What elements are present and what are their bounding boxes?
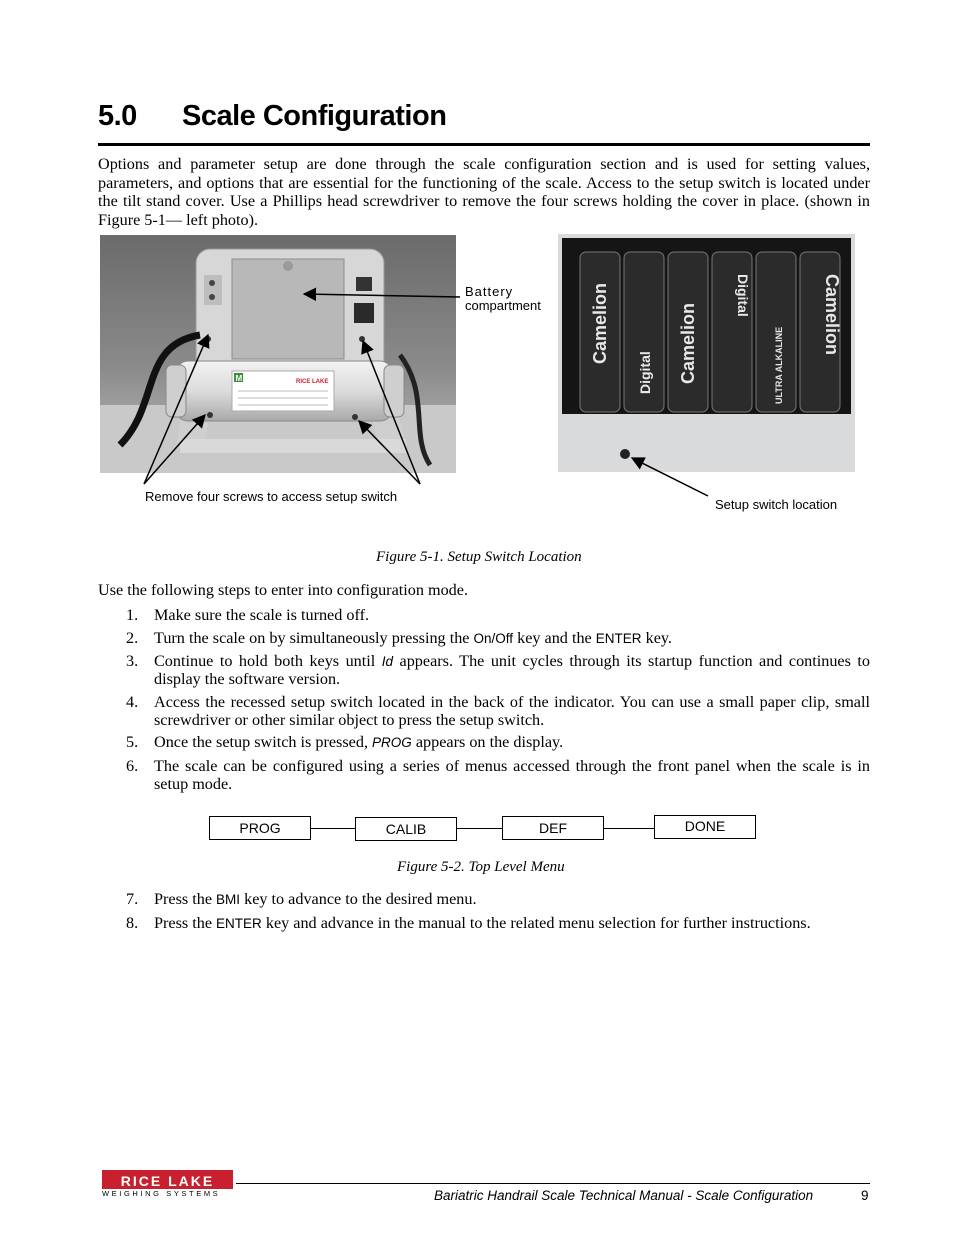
battery-compartment-label bbox=[465, 285, 541, 313]
footer-title: Bariatric Handrail Scale Technical Manual - Scale Configuration bbox=[434, 1188, 814, 1203]
screws-label: Remove four screws to access setup switch bbox=[145, 489, 398, 504]
battery-brand-1: Camelion bbox=[590, 282, 610, 364]
step-text: Continue to hold both keys until Id appears. The unit cycles through its startup function and continues to display the software version. bbox=[154, 652, 870, 688]
display-prog: PROG bbox=[372, 735, 412, 750]
step-number: 4. bbox=[126, 693, 139, 711]
step-text: Press the ENTER key and advance in the manual to the related menu selection for further instructions. bbox=[154, 914, 811, 932]
menu-connector bbox=[310, 828, 356, 829]
step-text: Access the recessed setup switch located in the back of the indicator. You can use a small paper clip, small screwdriver or other similar object to press the setup switch. bbox=[154, 693, 870, 729]
battery-digital-1: Digital bbox=[637, 351, 653, 394]
footer-rule bbox=[236, 1183, 870, 1184]
step-number: 3. bbox=[126, 652, 139, 670]
menu-box-prog: PROG bbox=[209, 816, 311, 840]
menu-box-done: DONE bbox=[654, 815, 756, 839]
page-number: 9 bbox=[861, 1188, 869, 1203]
display-id: Id bbox=[381, 654, 394, 669]
step-number: 7. bbox=[126, 890, 139, 908]
battery-brand-2: Camelion bbox=[678, 302, 698, 384]
figure1-arrows bbox=[0, 0, 954, 560]
logo-wordmark: RICE LAKE bbox=[102, 1170, 233, 1189]
step-text: Once the setup switch is pressed, PROG appears on the display. bbox=[154, 733, 564, 751]
menu-box-def: DEF bbox=[502, 816, 604, 840]
battery-ultra: ULTRA ALKALINE bbox=[774, 326, 784, 404]
photo-label-tag: M bbox=[235, 374, 243, 383]
section-number: 5.0 bbox=[98, 100, 137, 132]
step-number: 2. bbox=[126, 629, 139, 647]
photo-logo-text: RICE LAKE bbox=[296, 379, 329, 385]
step-text: Turn the scale on by simultaneously pressing the On/Off key and the ENTER key. bbox=[154, 629, 672, 647]
figure2-caption: Figure 5-2. Top Level Menu bbox=[397, 859, 565, 875]
step-text: The scale can be configured using a series of menus accessed through the front panel when the scale is in setup mode. bbox=[154, 757, 870, 793]
figure1-caption: Figure 5-1. Setup Switch Location bbox=[376, 549, 582, 565]
steps-intro: Use the following steps to enter into configuration mode. bbox=[98, 581, 468, 599]
menu-connector bbox=[603, 828, 654, 829]
section-title: Scale Configuration bbox=[182, 100, 447, 132]
step-number: 5. bbox=[126, 733, 139, 751]
battery-brand-3: Camelion bbox=[822, 274, 842, 356]
intro-paragraph: Options and parameter setup are done through the scale configuration section and is used for setting values, parameters, and options that are essential for the functioning of the scale. Access to the setup switch is located under the tilt stand cover. Use a Phillips head screwdriver to remove the four screws holding the cover in place. (shown in Figure 5-1— left photo). bbox=[98, 155, 870, 229]
battery-label-line2: compartment bbox=[465, 298, 541, 313]
setup-switch-label: Setup switch location bbox=[715, 497, 838, 512]
step-text: Make sure the scale is turned off. bbox=[154, 606, 370, 624]
step-number: 6. bbox=[126, 757, 139, 775]
key-enter: ENTER bbox=[216, 916, 262, 931]
menu-connector bbox=[456, 828, 502, 829]
key-on-off: On/Off bbox=[473, 631, 514, 646]
rice-lake-logo bbox=[102, 1170, 233, 1199]
step-number: 8. bbox=[126, 914, 139, 932]
battery-digital-2: Digital bbox=[735, 274, 751, 317]
logo-subtitle: WEIGHING SYSTEMS bbox=[102, 1189, 221, 1198]
menu-box-calib: CALIB bbox=[355, 817, 457, 841]
step-number: 1. bbox=[126, 606, 139, 624]
battery-label-line1: Battery bbox=[465, 284, 514, 299]
step-text: Press the BMI key to advance to the desired menu. bbox=[154, 890, 477, 908]
key-bmi: BMI bbox=[216, 892, 241, 907]
key-enter: ENTER bbox=[595, 631, 642, 646]
